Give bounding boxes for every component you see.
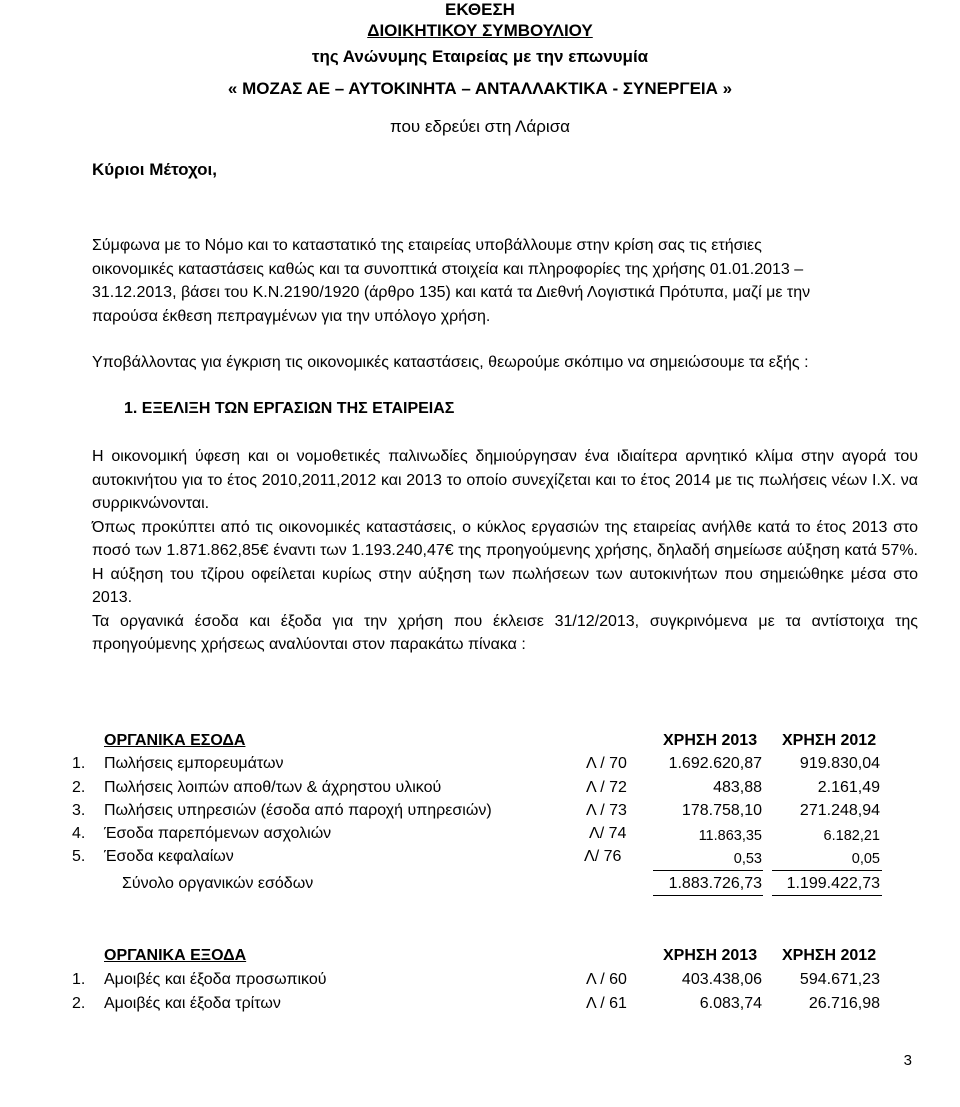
row-label: Πωλήσεις υπηρεσιών (έσοδα από παροχή υπηρεσιών): [104, 802, 492, 819]
total-rule-2012: [772, 870, 882, 871]
row-label: Έσοδα κεφαλαίων: [104, 848, 234, 865]
section-heading: 1. ΕΞΕΛΙΞΗ ΤΩΝ ΕΡΓΑΣΙΩΝ ΤΗΣ ΕΤΑΙΡΕΙΑΣ: [124, 400, 455, 417]
row-value-2013: 0,53: [733, 851, 762, 867]
income-table-title: ΟΡΓΑΝΙΚΑ ΕΣΟΔΑ: [104, 732, 246, 749]
row-label: Πωλήσεις εμπορευμάτων: [104, 755, 284, 772]
row-account: Λ / 72: [586, 779, 627, 796]
row-label: Πωλήσεις λοιπών αποθ/των & άχρηστου υλικού: [104, 779, 442, 796]
row-value-2013: 403.438,06: [681, 971, 762, 988]
intro-line: 31.12.2013, βάσει του Κ.Ν.2190/1920 (άρθρο 135) και κατά τα Διεθνή Λογιστικά Πρότυπα, μαζί με την: [92, 284, 811, 301]
row-number: 1.: [72, 755, 86, 772]
company-intro-line: της Ανώνυμης Εταιρείας με την επωνυμία: [311, 47, 649, 66]
paragraph: Όπως προκύπτει από τις οικονομικές καταστάσεις, ο κύκλος εργασιών της εταιρείας ανήλθε κατά το έτος 2013 στο ποσό των 1.871.862,85€ έναντι των 1.193.240,47€ της προηγούμενης χρήσης, δηλαδή σημείωσε αύξηση κατά 57%. Η αύξηση του τζίρου οφείλεται κυρίως στην αύξηση των πωλήσεων των αυτοκινήτων που σημειώθηκε μέσα στο 2013.: [92, 518, 918, 606]
intro-block: [92, 234, 810, 328]
section1-body: [92, 445, 918, 657]
row-label: Αμοιβές και έξοδα προσωπικού: [104, 971, 327, 988]
income-col-2012-header: ΧΡΗΣΗ 2012: [782, 732, 877, 749]
row-label: Έσοδα παρεπόμενων ασχολιών: [104, 825, 332, 842]
income-col-2013-header: ΧΡΗΣΗ 2013: [663, 732, 758, 749]
row-number: 2.: [72, 995, 86, 1012]
intro-line: Σύμφωνα με το Νόμο και το καταστατικό της εταιρείας υποβάλλουμε στην κρίση σας τις ετήσιες: [92, 237, 762, 254]
row-number: 5.: [72, 848, 86, 865]
expense-table-title: ΟΡΓΑΝΙΚΑ ΕΞΟΔΑ: [104, 947, 247, 964]
report-title: ΕΚΘΕΣΗ: [445, 0, 515, 19]
total-underline-2012: [772, 895, 882, 896]
intro-line: οικονομικές καταστάσεις καθώς και τα συνοπτικά στοιχεία και πληροφορίες της χρήσης 01.01.2013 –: [92, 260, 804, 278]
row-account: Λ / 61: [586, 995, 627, 1012]
total-underline-2013: [653, 895, 763, 896]
expense-col-2012-header: ΧΡΗΣΗ 2012: [782, 947, 877, 964]
report-subtitle: ΔΙΟΙΚΗΤΙΚΟΥ ΣΥΜΒΟΥΛΙΟΥ: [367, 21, 593, 40]
row-value-2012: 271.248,94: [799, 802, 880, 819]
row-value-2013: 178.758,10: [681, 802, 762, 819]
company-seat: που εδρεύει στη Λάρισα: [389, 117, 571, 136]
row-number: 3.: [72, 802, 86, 819]
row-value-2012: 26.716,98: [808, 995, 880, 1012]
expense-col-2013-header: ΧΡΗΣΗ 2013: [663, 947, 758, 964]
total-label: Σύνολο οργανικών εσόδων: [122, 875, 314, 892]
paragraph: Τα οργανικά έσοδα και έξοδα για την χρήση που έκλεισε 31/12/2013, συγκρινόμενα με τα αντίστοιχα της προηγούμενης χρήσεως αναλύονται στον παρακάτω πίνακα :: [92, 612, 918, 653]
row-label: Αμοιβές και έξοδα τρίτων: [104, 995, 281, 1012]
total-value-2012: 1.199.422,73: [786, 875, 880, 892]
paragraph: Η οικονομική ύφεση και οι νομοθετικές παλινωδίες δημιούργησαν ένα ιδιαίτερα αρνητικό κλίμα στην αγορά του αυτοκινήτου για το έτος 2010,2011,2012 και 2013 το οποίο συνεχίζεται και το έτος 2014 με τις πωλήσεις νέων Ι.Χ. να συρρικνώνονται.: [92, 448, 918, 512]
row-value-2012: 919.830,04: [799, 755, 880, 772]
row-value-2013: 1.692.620,87: [668, 755, 762, 772]
total-rule-2013: [653, 870, 763, 871]
row-account: Λ / 60: [586, 971, 627, 988]
submission-text: Υποβάλλοντας για έγκριση τις οικονομικές καταστάσεις, θεωρούμε σκόπιμο να σημειώσουμε τα εξής :: [92, 354, 809, 371]
row-account: Λ/ 76: [584, 848, 622, 865]
page-number: 3: [903, 1052, 912, 1069]
total-value-2013: 1.883.726,73: [668, 875, 762, 892]
row-account: Λ / 73: [586, 802, 627, 819]
row-account: Λ/ 74: [589, 825, 627, 842]
row-number: 1.: [72, 971, 86, 988]
row-number: 4.: [72, 825, 86, 842]
row-number: 2.: [72, 779, 86, 796]
row-value-2012: 2.161,49: [817, 779, 880, 796]
row-value-2012: 6.182,21: [823, 828, 880, 844]
row-value-2012: 0,05: [851, 851, 880, 867]
company-name: « ΜΟΖΑΣ ΑΕ – ΑΥΤΟΚΙΝΗΤΑ – ΑΝΤΑΛΛΑΚΤΙΚΑ - ΣΥΝΕΡΓΕΙΑ »: [227, 79, 733, 98]
greeting: Κύριοι Μέτοχοι,: [92, 160, 217, 179]
row-value-2012: 594.671,23: [799, 971, 880, 988]
intro-line: παρούσα έκθεση πεπραγμένων για την υπόλογο χρήση.: [92, 307, 491, 325]
row-value-2013: 483,88: [713, 779, 762, 796]
row-value-2013: 11.863,35: [698, 828, 762, 844]
row-value-2013: 6.083,74: [699, 995, 762, 1012]
row-account: Λ / 70: [586, 755, 627, 772]
